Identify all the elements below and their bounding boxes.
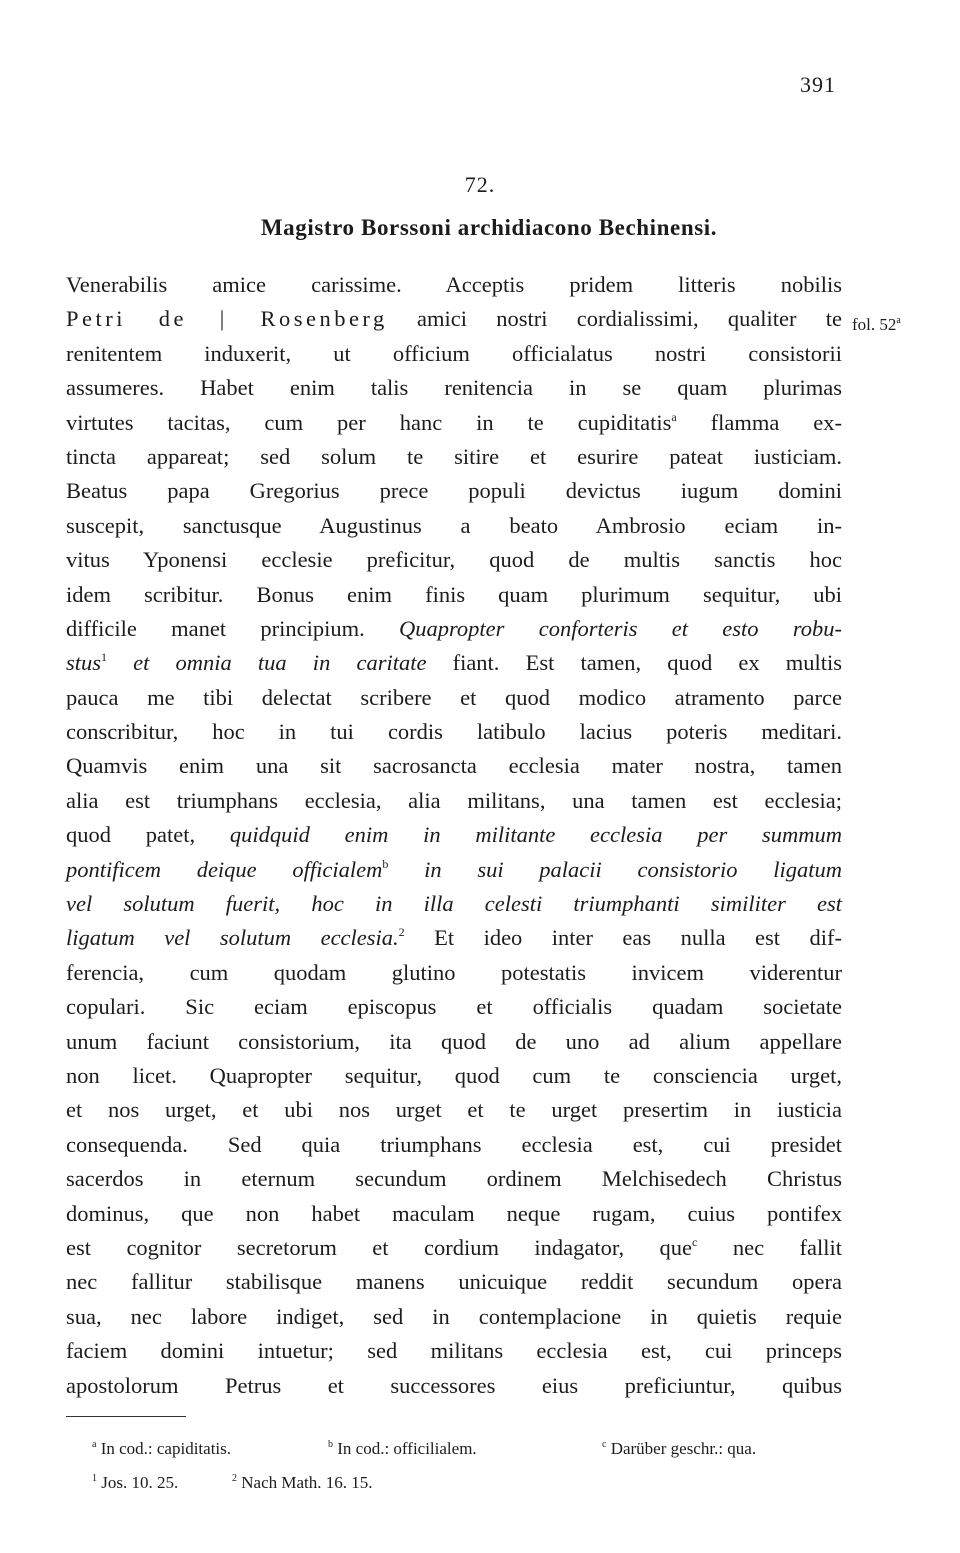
folio-margin-note [852,315,901,335]
body-line [66,818,842,852]
body-line: alia est triumphans ecclesia, alia militans, una tamen est ecclesia; [66,787,842,813]
body-line: nec fallitur stabilisque manens unicuique reddit secundum opera [66,1269,842,1295]
body-line [66,406,842,440]
body-text-span: nec fallit [697,1234,842,1260]
body-line: Venerabilis amice carissime. Acceptis pridem litteris nobilis [66,272,842,297]
footnote-c [602,1432,756,1466]
body-line: sua, nec labore indiget, sed in contemplacione in quietis requie [66,1303,842,1329]
body-line [66,887,842,921]
body-line: copulari. Sic eciam episcopus et officialis quadam societate [66,994,842,1020]
footnote-line-critical [92,1432,852,1466]
body-line: dominus, que non habet maculam neque rugam, cuius pontifex [66,1200,842,1226]
body-text-span: fiant. Est tamen, quod ex multis [426,650,842,676]
body-line: renitentem induxerit, ut officium officialatus nostri consistorii [66,340,842,366]
footnote-1-mark: 1 [92,1473,97,1484]
footnote-mark: b [382,856,389,871]
footnote-a-text: In cod.: capiditatis. [96,1439,232,1458]
footnote-2-text: Nach Math. 16. 15. [237,1473,373,1492]
footnote-2 [232,1466,373,1500]
body-line: assumeres. Habet enim talis renitencia in se quam plurimas [66,375,842,401]
body-line [66,302,842,336]
footnote-c-mark: c [602,1439,607,1450]
body-text-span: amici nostri cordialissimi, qualiter te [387,306,843,332]
body-text-span: virtutes tacitas, cum per hanc in te cupiditatis [66,409,672,435]
footnote-mark: c [692,1234,698,1249]
footnote-b-mark: b [328,1439,333,1450]
footnote-mark: 1 [101,650,108,665]
body-line: pauca me tibi delectat scribere et quod modico atramento parce [66,684,842,710]
footnote-a [92,1432,328,1466]
body-line: vitus Yponensi ecclesie preficitur, quod de multis sanctis hoc [66,547,842,573]
body-line: idem scribitur. Bonus enim finis quam plurimum sequitur, ubi [66,581,842,607]
name-spaced: Petri de | Rosenberg [66,306,388,332]
body-line: faciem domini intuetur; sed militans ecclesia est, cui princeps [66,1338,842,1364]
quotation-italic: in sui palacii consistorio ligatum [388,856,842,882]
footnote-c-text: Darüber geschr.: qua. [606,1439,757,1458]
body-line: suscepit, sanctusque Augustinus a beato Ambrosio eciam in- [66,512,842,538]
quotation-italic: vel solutum fuerit, hoc in illa celesti triumphanti similiter est [66,891,842,917]
quotation-italic: stus [66,650,102,676]
body-line: conscribitur, hoc in tui cordis latibulo lacius poteris meditari. [66,719,842,745]
footnote-b-text: In cod.: officilialem. [333,1439,477,1458]
footnote-line-sources [92,1466,852,1500]
body-line: et nos urget, et ubi nos urget et te urget presertim in iusticia [66,1097,842,1123]
body-text-span: est cognitor secretorum et cordium indagator, que [66,1234,693,1260]
body-line: Quamvis enim una sit sacrosancta ecclesia mater nostra, tamen [66,753,842,779]
body-line: consequenda. Sed quia triumphans ecclesia est, cui presidet [66,1131,842,1157]
footnote-1 [92,1466,232,1500]
quotation-italic: quidquid enim in militante ecclesia per summum [229,822,842,848]
footnotes [92,1432,852,1500]
footnote-divider [66,1416,186,1417]
footnote-mark: 2 [398,925,405,940]
body-line [66,921,842,955]
body-line: apostolorum Petrus et successores eius preficiuntur, quibus [66,1372,842,1398]
footnote-b [328,1432,602,1466]
footnote-mark: a [671,409,677,424]
body-line: Beatus papa Gregorius prece populi devictus iugum domini [66,478,842,504]
body-line [66,612,842,646]
body-text-span: quod patet, [66,822,230,848]
body-text-span: difficile manet principium. [66,615,400,641]
body-line: tincta appareat; sed solum te sitire et esurire pateat iusticiam. [66,443,842,469]
body-line: ferencia, cum quodam glutino potestatis invicem viderentur [66,959,842,985]
quotation-italic: pontificem deique officialem [66,856,383,882]
footnote-2-mark: 2 [232,1473,237,1484]
body-line: unum faciunt consistorium, ita quod de uno ad alium appellare [66,1028,842,1054]
body-line [66,1231,842,1265]
quotation-italic: Quapropter conforteris et esto robu- [399,615,842,641]
body-line [66,646,842,680]
body-line [66,853,842,887]
page-number: 391 [800,72,836,97]
body-text-span: Et ideo inter eas nulla est dif- [404,925,842,951]
letter-body [66,268,842,1403]
folio-sup: a [896,315,901,326]
letter-heading: Magistro Borssoni archidiacono Bechinensi. [260,215,718,240]
letter-number: 72. [464,172,496,197]
body-text-span: flamma ex- [676,409,842,435]
footnote-a-mark: a [92,1439,97,1450]
body-line: sacerdos in eternum secundum ordinem Melchisedech Christus [66,1166,842,1192]
folio-text: fol. 52 [852,315,897,334]
footnote-1-text: Jos. 10. 25. [97,1473,179,1492]
quotation-italic: et omnia tua in caritate [107,650,427,676]
quotation-italic: ligatum vel solutum ecclesia. [66,925,399,951]
body-line: non licet. Quapropter sequitur, quod cum te consciencia urget, [66,1062,842,1088]
